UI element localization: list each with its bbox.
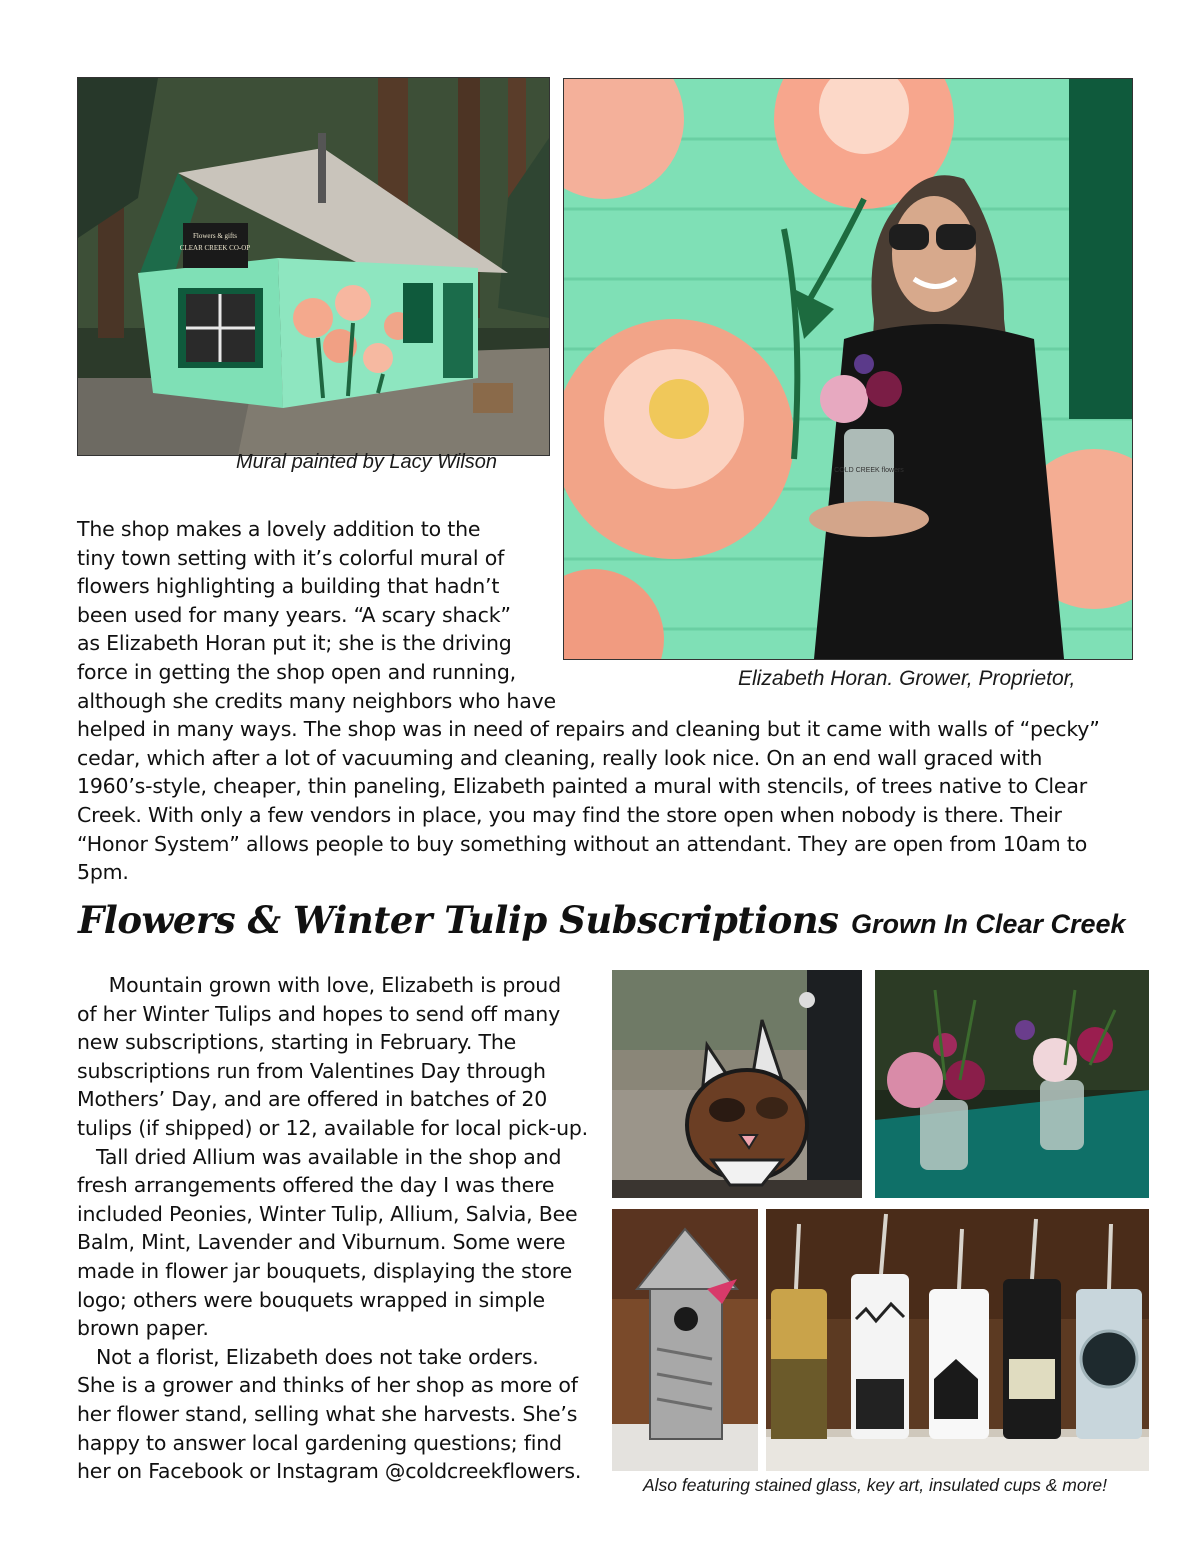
insulated-cups-photo: [766, 1209, 1149, 1471]
column-line: She is a grower and thinks of her shop as more of: [77, 1373, 578, 1398]
svg-text:CLEAR CREEK CO-OP: CLEAR CREEK CO-OP: [179, 244, 251, 252]
intro-line: flowers highlighting a building that hadn’t: [77, 574, 500, 599]
column-line: of her Winter Tulips and hopes to send off many: [77, 1001, 561, 1026]
shop-photo: [77, 77, 550, 456]
products-photo-caption: Also featuring stained glass, key art, insulated cups & more!: [643, 1475, 1107, 1495]
column-line: brown paper.: [77, 1316, 209, 1341]
intro-line: tiny town setting with it’s colorful mural of: [77, 545, 505, 570]
svg-text:COLD CREEK flowers: COLD CREEK flowers: [834, 467, 904, 474]
intro-line: 5pm.: [77, 860, 129, 885]
bouquet-jars-photo: [875, 970, 1149, 1198]
intro-line: “Honor System” allows people to buy something without an attendant. They are open from 10am to: [77, 831, 1088, 856]
column-line: included Peonies, Winter Tulip, Allium, Salvia, Bee: [77, 1201, 578, 1226]
intro-line: as Elizabeth Horan put it; she is the driving: [77, 631, 512, 656]
section-heading-title: Flowers & Winter Tulip Subscriptions: [78, 898, 839, 942]
intro-line: force in getting the shop open and running,: [77, 659, 516, 684]
portrait-photo-caption: Elizabeth Horan. Grower, Proprietor,: [738, 667, 1076, 690]
column-line: subscriptions run from Valentines Day through: [77, 1058, 546, 1083]
column-line: fresh arrangements offered the day I was there: [77, 1173, 555, 1198]
column-line: Not a florist, Elizabeth does not take orders.: [77, 1344, 539, 1369]
column-line: new subscriptions, starting in February. The: [77, 1030, 517, 1055]
stained-glass-photo: [612, 970, 862, 1198]
shop-photo-caption: Mural painted by Lacy Wilson: [236, 451, 498, 473]
column-line: Balm, Mint, Lavender and Viburnum. Some were: [77, 1230, 566, 1255]
column-line: Mountain grown with love, Elizabeth is proud: [77, 973, 561, 997]
column-line: tulips (if shipped) or 12, available for local pick-up.: [77, 1115, 588, 1140]
intro-line: cedar, which after a lot of vacuuming and cleaning, really look nice. On an end wall graced with: [77, 745, 1043, 770]
intro-paragraph: [77, 515, 1137, 887]
intro-line: been used for many years. “A scary shack”: [77, 602, 511, 627]
intro-line: helped in many ways. The shop was in need of repairs and cleaning but it came with walls of “pecky”: [77, 717, 1100, 742]
column-line: her on Facebook or Instagram @coldcreekflowers.: [77, 1459, 582, 1484]
column-line: logo; others were bouquets wrapped in simple: [77, 1287, 545, 1312]
intro-line: 1960’s-style, cheaper, thin paneling, Elizabeth painted a mural with stencils, of trees native to Clear: [77, 774, 1087, 799]
intro-line: Creek. With only a few vendors in place, you may find the store open when nobody is there. Their: [77, 802, 1062, 827]
column-line: her flower stand, selling what she harvests. She’s: [77, 1401, 578, 1426]
section-heading-subtitle: Grown In Clear Creek: [850, 909, 1126, 939]
column-line: made in flower jar bouquets, displaying the store: [77, 1258, 572, 1283]
shop-sign-text: Flowers & gifts: [193, 232, 237, 240]
column-line: Tall dried Allium was available in the shop and: [77, 1144, 562, 1169]
section-heading: [78, 898, 1126, 942]
column-line: happy to answer local gardening questions; find: [77, 1430, 562, 1455]
column-line: Mothers’ Day, and are offered in batches of 20: [77, 1087, 548, 1112]
intro-line: although she credits many neighbors who have: [77, 688, 556, 713]
subscription-paragraph: [77, 971, 607, 1486]
intro-line: The shop makes a lovely addition to the: [77, 517, 481, 541]
key-art-birdhouse-photo: [612, 1209, 758, 1471]
